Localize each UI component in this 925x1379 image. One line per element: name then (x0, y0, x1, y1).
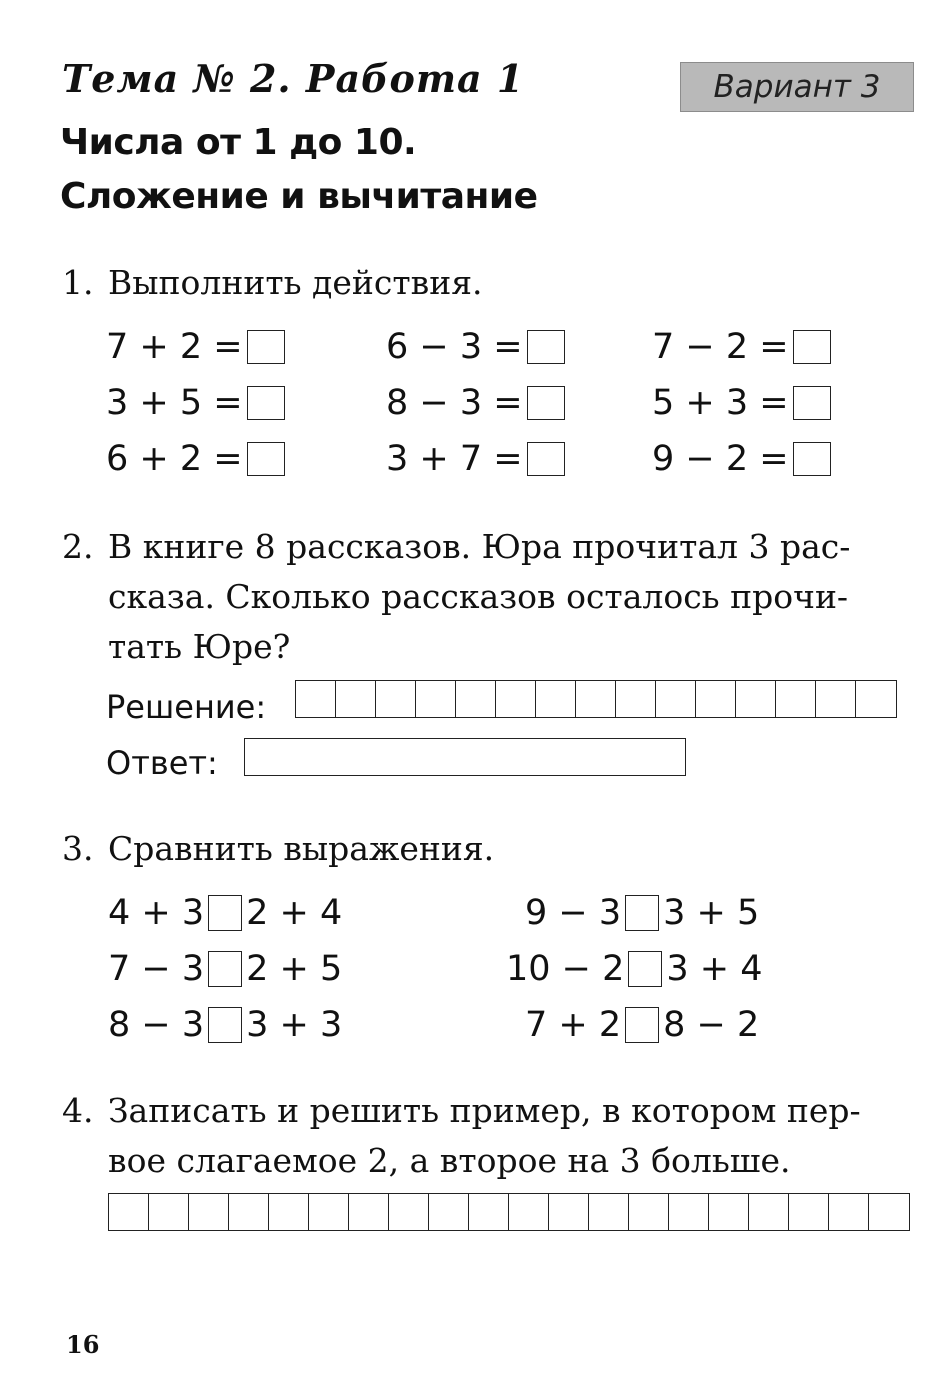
answer-box[interactable] (527, 442, 565, 476)
compare-box[interactable] (208, 895, 242, 931)
answer-box[interactable] (247, 330, 285, 364)
topic-heading: Тема № 2. Работа 1 (62, 56, 525, 101)
comparison-row: 7 − 3 2 + 5 (108, 949, 343, 989)
task1-expression: 8 − 3 = (386, 383, 565, 423)
task1-prompt (62, 258, 483, 308)
comparison-row: 7 + 2 8 − 2 (525, 1005, 760, 1045)
task1-number: 1. (62, 263, 94, 302)
task1-expression: 9 − 2 = (652, 439, 831, 479)
compare-box[interactable] (625, 895, 659, 931)
page-number: 16 (66, 1330, 100, 1359)
answer-box[interactable] (793, 442, 831, 476)
comparison-row: 4 + 3 2 + 4 (108, 893, 343, 933)
answer-box[interactable] (527, 386, 565, 420)
task1-expression: 7 − 2 = (652, 327, 831, 367)
task1-text: Выполнить действия. (108, 263, 483, 302)
task3-prompt (62, 824, 494, 874)
comparison-row: 10 − 2 3 + 4 (506, 949, 763, 989)
compare-box[interactable] (628, 951, 662, 987)
task1-expression: 3 + 7 = (386, 439, 565, 479)
task4-number: 4. (62, 1091, 94, 1130)
task4-prompt (62, 1086, 861, 1186)
task2-line2: сказа. Сколько рассказов осталось прочи- (108, 577, 849, 616)
variant-badge: Вариант 3 (680, 62, 914, 112)
answer-box[interactable] (247, 386, 285, 420)
task3-number: 3. (62, 829, 94, 868)
page-title-line2: Сложение и вычитание (60, 176, 538, 217)
page-title-line1: Числа от 1 до 10. (60, 122, 417, 163)
task1-expression: 3 + 5 = (106, 383, 285, 423)
task2-line1: В книге 8 рассказов. Юра прочитал 3 рас- (108, 527, 851, 566)
compare-box[interactable] (208, 1007, 242, 1043)
answer-box[interactable] (527, 330, 565, 364)
task2-prompt (62, 522, 850, 672)
comparison-row: 9 − 3 3 + 5 (525, 893, 760, 933)
compare-box[interactable] (208, 951, 242, 987)
task4-line2: вое слагаемое 2, а второе на 3 больше. (108, 1141, 791, 1180)
task1-expression: 7 + 2 = (106, 327, 285, 367)
answer-box[interactable] (247, 442, 285, 476)
task4-line1: Записать и решить пример, в котором пер- (108, 1091, 861, 1130)
compare-box[interactable] (625, 1007, 659, 1043)
task2-line3: тать Юре? (108, 627, 291, 666)
solution-label: Решение: (106, 688, 267, 726)
answer-box[interactable] (793, 386, 831, 420)
example-grid[interactable] (108, 1193, 910, 1231)
solution-grid[interactable] (295, 680, 897, 718)
task1-expression: 6 + 2 = (106, 439, 285, 479)
task2-number: 2. (62, 527, 94, 566)
task1-expression: 5 + 3 = (652, 383, 831, 423)
task1-expression: 6 − 3 = (386, 327, 565, 367)
comparison-row: 8 − 3 3 + 3 (108, 1005, 343, 1045)
answer-label: Ответ: (106, 744, 218, 782)
task3-text: Сравнить выражения. (108, 829, 495, 868)
answer-box[interactable] (793, 330, 831, 364)
answer-field[interactable] (244, 738, 686, 776)
